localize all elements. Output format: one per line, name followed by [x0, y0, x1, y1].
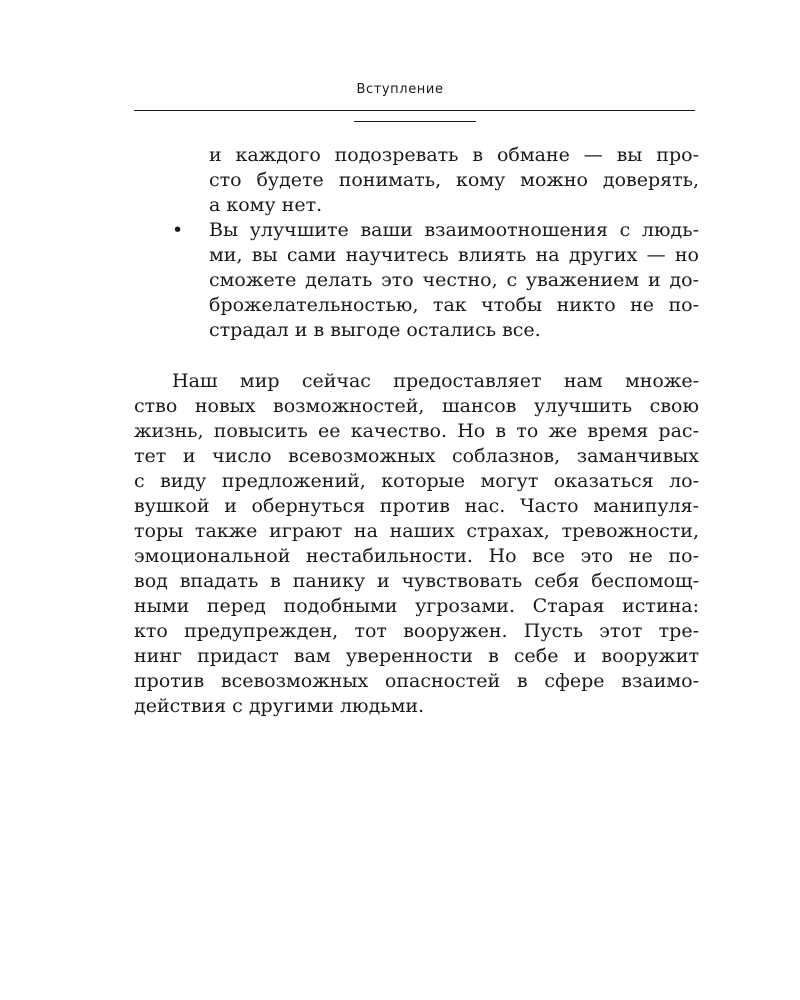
text-line: брожелательностью, так чтобы никто не по-: [209, 294, 699, 316]
text-line: торы также играют на наших страхах, тревожности,: [134, 520, 699, 542]
text-line: ство новых возможностей, шансов улучшить свою: [134, 395, 699, 417]
text-line: действия с другими людьми.: [134, 695, 425, 717]
text-line: сто будете понимать, кому можно доверять,: [209, 169, 699, 191]
running-head-title: Вступление: [356, 82, 444, 97]
text-line: кто предупрежден, тот вооружен. Пусть этот тре-: [134, 620, 699, 642]
list-item-continued: [209, 143, 699, 218]
text-line: тет и число всевозможных соблазнов, заманчивых: [134, 445, 699, 467]
text-line: вушкой и обернуться против нас. Часто манипуля-: [134, 495, 699, 517]
text-line: сможете делать это честно, с уважением и до-: [209, 269, 699, 291]
text-line: против всевозможных опасностей в сфере взаимо-: [134, 670, 699, 692]
bullet-icon: •: [172, 219, 184, 241]
list-item: [209, 218, 699, 343]
text-line: эмоциональной нестабильности. Но все это не по-: [134, 545, 699, 567]
text-line: и каждого подозревать в обмане — вы про-: [209, 144, 699, 166]
text-line: ными перед подобными угрозами. Старая истина:: [134, 595, 699, 617]
header-rule-long: [134, 110, 695, 111]
body-paragraph: [134, 369, 699, 719]
text-line: жизнь, повысить ее качество. Но в то же время рас-: [134, 420, 699, 442]
text-line: Вы улучшите ваши взаимоотношения с людь-: [209, 219, 699, 241]
text-line: с виду предложений, которые могут оказаться ло-: [134, 470, 699, 492]
text-line: а кому нет.: [209, 194, 323, 216]
text-line: Наш мир сейчас предоставляет нам множе-: [172, 370, 699, 392]
text-line: ми, вы сами научитесь влиять на других — но: [209, 244, 699, 266]
text-line: страдал и в выгоде остались все.: [209, 319, 541, 341]
text-line: вод впадать в панику и чувствовать себя беспомощ-: [134, 570, 699, 592]
header-rule-short: [354, 121, 476, 122]
text-line: нинг придаст вам уверенности в себе и вооружит: [134, 645, 699, 667]
